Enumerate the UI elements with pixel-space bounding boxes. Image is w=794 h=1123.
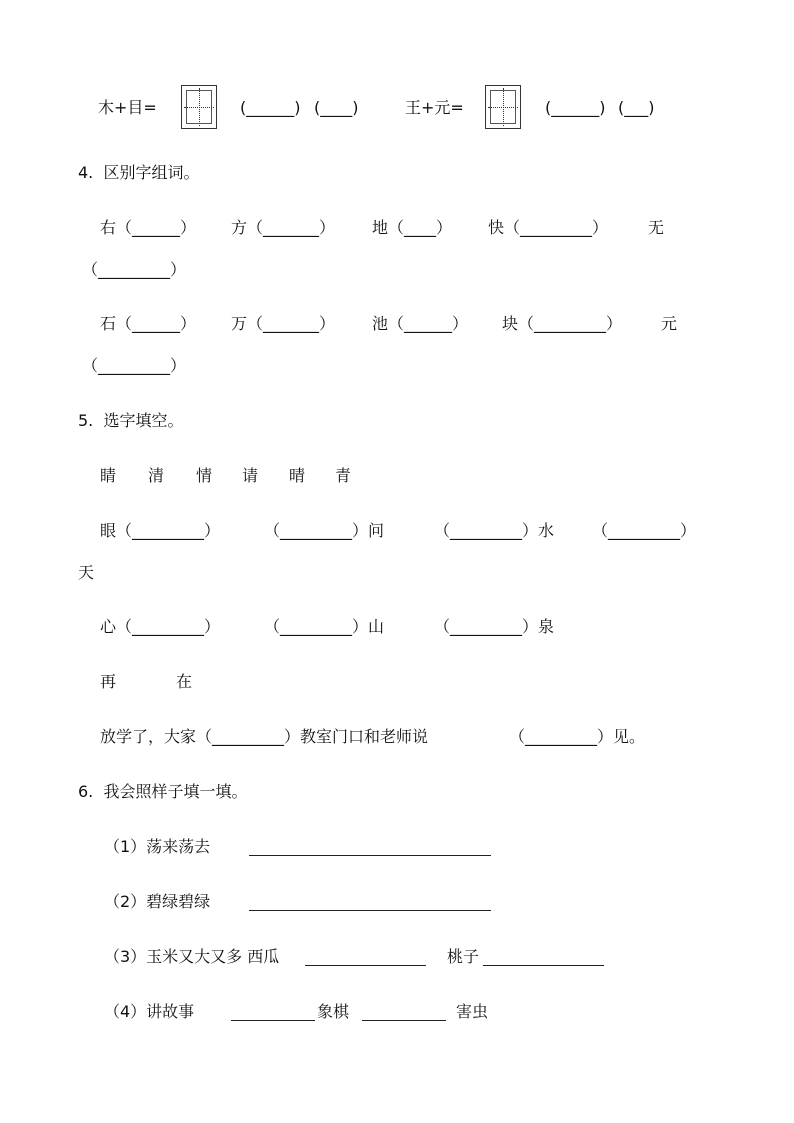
q5-r1-item4[interactable]: （_________） bbox=[592, 521, 697, 540]
q5-r2-item1[interactable]: 心（_________） bbox=[100, 617, 221, 636]
blank-a1[interactable]: (______) bbox=[240, 98, 301, 117]
q5-sentence-a[interactable]: 放学了，大家（_________）教室门口和老师说 bbox=[100, 727, 429, 746]
q6-item4b: 象棋 bbox=[317, 1002, 350, 1021]
q4-r2-cont[interactable]: （_________） bbox=[82, 356, 187, 375]
q6-item3a: （3）玉米又大又多 西瓜 bbox=[104, 947, 280, 966]
q5-choice2: 再 bbox=[100, 672, 117, 691]
blank-b2[interactable]: (___) bbox=[618, 98, 655, 117]
q5-choice: 晴 bbox=[289, 466, 306, 485]
q5-choice: 情 bbox=[196, 466, 213, 485]
q5-choice: 睛 bbox=[100, 466, 117, 485]
q4-r2-item5: 元 bbox=[661, 314, 678, 333]
q4-r2-item1[interactable]: 石（______） bbox=[100, 314, 197, 333]
q5-r1-cont: 天 bbox=[78, 563, 95, 582]
writing-grid-a[interactable] bbox=[181, 85, 217, 129]
q6-title: 6. 我会照样子填一填。 bbox=[78, 782, 248, 801]
blank-b1[interactable]: (______) bbox=[545, 98, 606, 117]
blank-a2[interactable]: (____) bbox=[314, 98, 359, 117]
grid-guide-v bbox=[503, 88, 504, 126]
q4-r1-item5: 无 bbox=[648, 218, 665, 237]
q4-r1-item4[interactable]: 快（_________） bbox=[488, 218, 609, 237]
q4-r1-item1[interactable]: 右（______） bbox=[100, 218, 197, 237]
combo-expr-b: 王+元= bbox=[405, 98, 464, 117]
q4-r1-cont[interactable]: （_________） bbox=[82, 260, 187, 279]
q6-item3b: 桃子 bbox=[447, 947, 480, 966]
q4-r2-item4[interactable]: 块（_________） bbox=[502, 314, 623, 333]
q6-item4a: （4）讲故事 bbox=[104, 1002, 195, 1021]
q5-sentence-b[interactable]: （_________）见。 bbox=[509, 727, 646, 746]
q5-r1-item1[interactable]: 眼（_________） bbox=[100, 521, 221, 540]
q4-r1-item2[interactable]: 方（_______） bbox=[231, 218, 336, 237]
q6-item2: （2）碧绿碧绿 bbox=[104, 892, 211, 911]
q5-choice2: 在 bbox=[176, 672, 193, 691]
writing-grid-b[interactable] bbox=[485, 85, 521, 129]
q6-answer-line-3b[interactable] bbox=[483, 965, 604, 966]
q6-answer-line-3a[interactable] bbox=[305, 965, 426, 966]
q5-r2-item2[interactable]: （_________）山 bbox=[264, 617, 385, 636]
q4-r1-item3[interactable]: 地（____） bbox=[372, 218, 453, 237]
grid-guide-v bbox=[199, 88, 200, 126]
q5-r1-item2[interactable]: （_________）问 bbox=[264, 521, 385, 540]
q5-r1-item3[interactable]: （_________）水 bbox=[434, 521, 555, 540]
q6-answer-line-2[interactable] bbox=[249, 910, 491, 911]
q6-answer-line-1[interactable] bbox=[249, 855, 491, 856]
q4-r2-item2[interactable]: 万（_______） bbox=[231, 314, 336, 333]
q4-r2-item3[interactable]: 池（______） bbox=[372, 314, 469, 333]
q6-answer-line-4b[interactable] bbox=[362, 1020, 446, 1021]
combo-expr-a: 木+目= bbox=[98, 98, 157, 117]
q6-item1: （1）荡来荡去 bbox=[104, 837, 211, 856]
q5-choice: 请 bbox=[242, 466, 259, 485]
q4-title: 4. 区别字组词。 bbox=[78, 163, 200, 182]
q5-title: 5. 选字填空。 bbox=[78, 411, 184, 430]
q6-answer-line-4a[interactable] bbox=[231, 1020, 315, 1021]
q6-item4c: 害虫 bbox=[456, 1002, 489, 1021]
q5-choice: 清 bbox=[148, 466, 165, 485]
q5-choice: 青 bbox=[335, 466, 352, 485]
q5-r2-item3[interactable]: （_________）泉 bbox=[434, 617, 555, 636]
